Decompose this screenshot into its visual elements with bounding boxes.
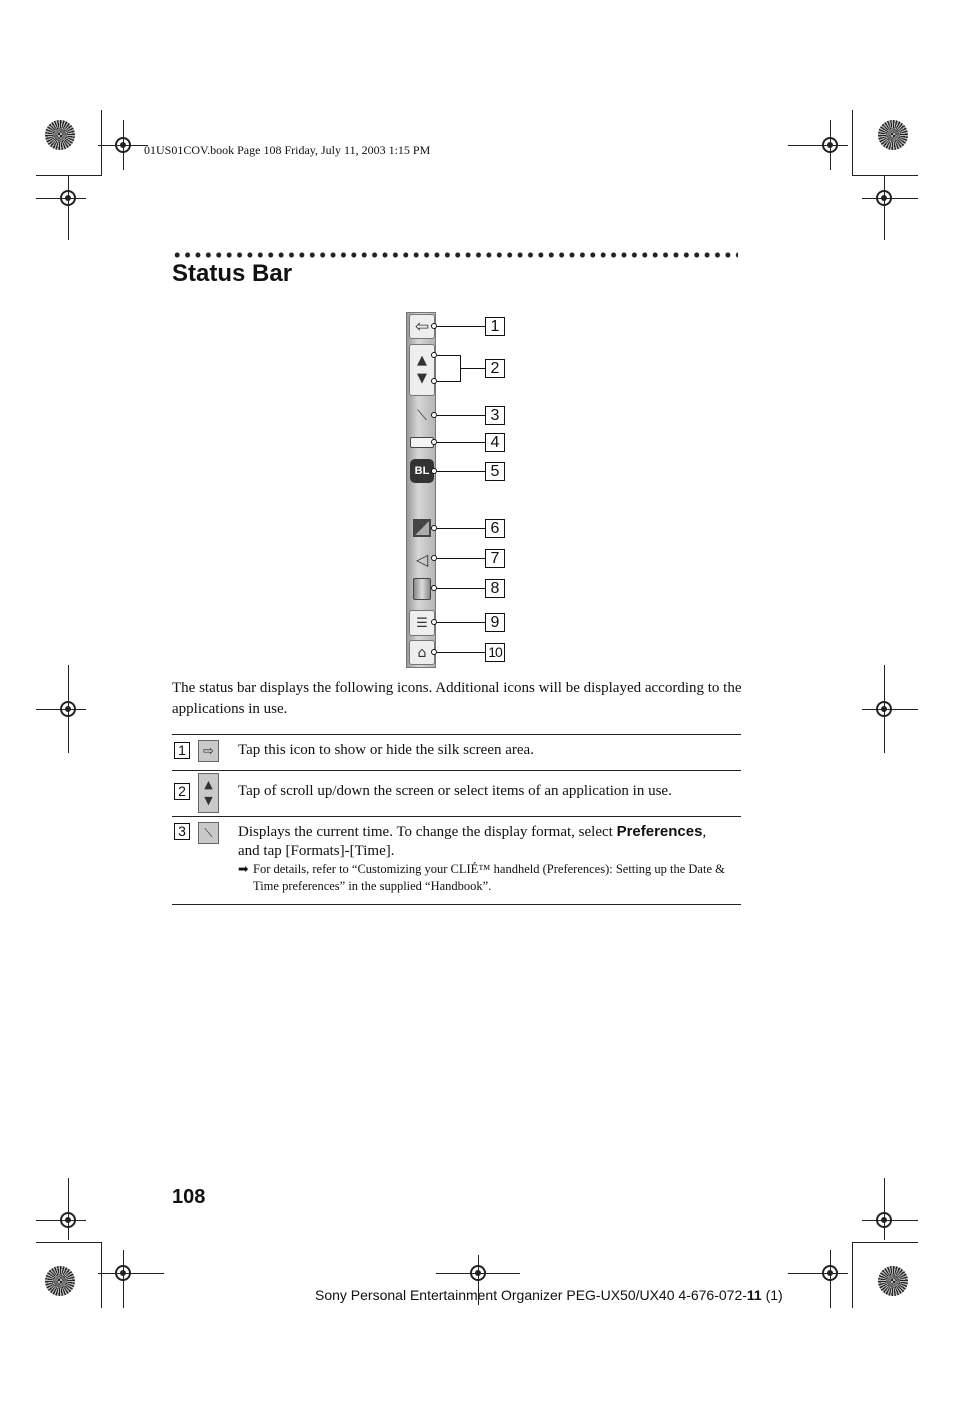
registration-target-icon [876, 190, 892, 206]
callout-1: 1 [485, 317, 505, 336]
dotted-rule [172, 250, 738, 260]
registration-target-icon [876, 1212, 892, 1228]
registration-target-icon [470, 1265, 486, 1281]
row-description: Tap of scroll up/down the screen or select items of an application in use. [238, 783, 672, 799]
silk-screen-arrow-icon: ⇦ [409, 314, 435, 339]
callout-6: 6 [485, 519, 505, 538]
callout-8: 8 [485, 579, 505, 598]
menu-list-icon: ☰ [409, 610, 435, 636]
callout-9: 9 [485, 613, 505, 632]
preferences-label: Preferences [616, 823, 703, 840]
registration-sun-icon [45, 1266, 75, 1296]
callout-7: 7 [485, 549, 505, 568]
registration-target-icon [822, 1265, 838, 1281]
intro-paragraph: The status bar displays the following icons. Additional icons will be displayed according to the applications in use. [172, 680, 742, 717]
backlight-icon: BL [409, 458, 435, 484]
row-number: 1 [174, 742, 190, 759]
page-number: 108 [172, 1186, 206, 1208]
clock-icon: ⟍ [198, 822, 219, 844]
reference-note: For details, refer to “Customizing your CLIÉ™ handheld (Preferences): Setting up the Date & Time preferences” in the supplied “Handbook”. [253, 862, 725, 893]
home-icon: ⌂ [409, 640, 435, 665]
clock-icon: ⟍ [417, 408, 427, 424]
registration-sun-icon [878, 1266, 908, 1296]
row-description: Tap this icon to show or hide the silk screen area. [238, 742, 534, 758]
registration-target-icon [60, 701, 76, 717]
registration-target-icon [115, 137, 131, 153]
row-number: 2 [174, 783, 190, 800]
registration-target-icon [115, 1265, 131, 1281]
footer-text: Sony Personal Entertainment Organizer PEG-UX50/UX40 4-676-072-11 (1) [315, 1287, 783, 1303]
reference-arrow-icon: ➡ [238, 862, 249, 876]
speaker-icon: ◁ [415, 549, 429, 569]
scroll-down-icon: ▼ [204, 794, 213, 807]
scroll-up-icon: ▲ [417, 353, 427, 368]
callout-10: 10 [485, 643, 505, 662]
callout-2: 2 [485, 359, 505, 378]
registration-target-icon [60, 1212, 76, 1228]
book-file-info: 01US01COV.book Page 108 Friday, July 11, 2003 1:15 PM [144, 143, 431, 157]
registration-sun-icon [878, 120, 908, 150]
scroll-up-icon: ▲ [204, 778, 213, 791]
row-number: 3 [174, 823, 190, 840]
callout-5: 5 [485, 462, 505, 481]
scroll-up-down-icon [198, 773, 219, 813]
callout-3: 3 [485, 406, 505, 425]
silk-screen-arrow-icon: ⇨ [198, 740, 219, 762]
registration-target-icon [60, 190, 76, 206]
registration-sun-icon [45, 120, 75, 150]
row-description: Displays the current time. To change the display format, select Preferences, and tap [Formats]-[Time]. [238, 823, 707, 859]
registration-target-icon [876, 701, 892, 717]
scroll-down-icon: ▼ [417, 371, 427, 386]
callout-4: 4 [485, 433, 505, 452]
page-title: Status Bar [172, 260, 293, 287]
registration-target-icon [822, 137, 838, 153]
